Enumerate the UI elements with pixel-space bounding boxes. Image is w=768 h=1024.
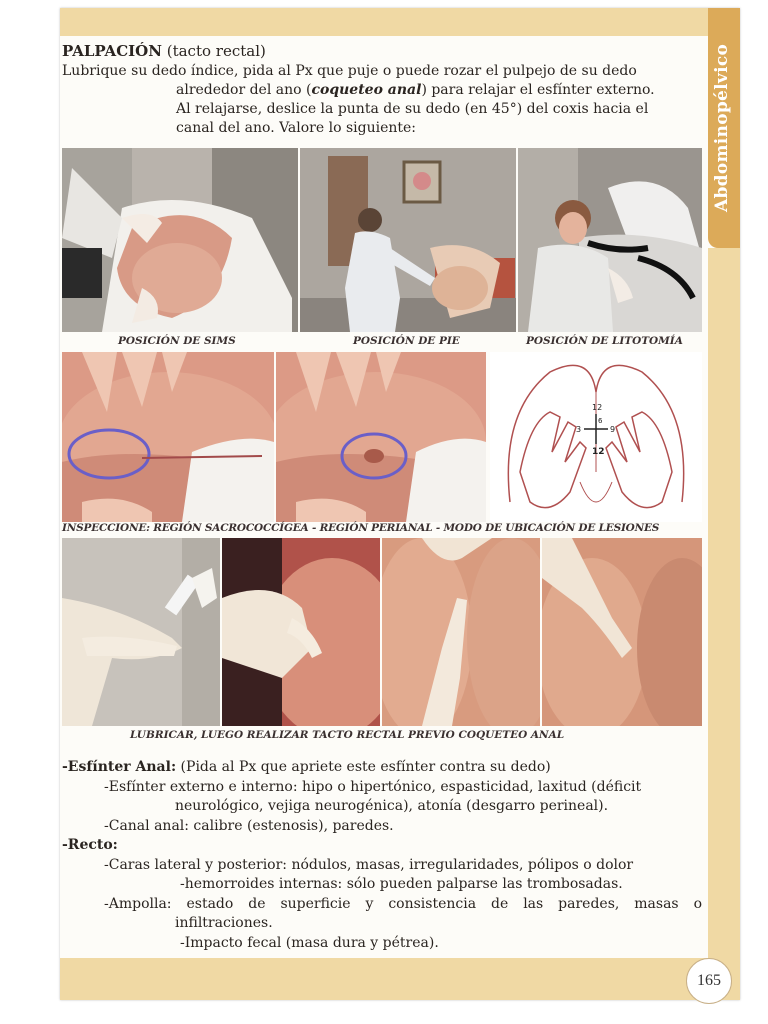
heading-title: PALPACIÓN [62, 42, 162, 60]
intro-line-3: Al relajarse, deslice la punta de su dedo (en 45°) del coxis hacia el [176, 101, 649, 117]
esfinter-line-2: neurológico, vejiga neurogénica), atonía (desgarro perineal). [175, 798, 609, 814]
clock-label-left: 3 [576, 425, 582, 434]
page-number: 165 [686, 958, 732, 1004]
esfinter-heading: -Esfínter Anal: (Pida al Px que apriete este esfínter contra su dedo) [62, 759, 551, 775]
photo-sacrococcygeal-region [62, 352, 274, 522]
recto-line-5: -Impacto fecal (masa dura y pétrea). [180, 934, 439, 951]
clock-label-center: 6 [598, 417, 603, 425]
heading-subtitle: (tacto rectal) [166, 42, 266, 60]
caption-sims: POSICIÓN DE SIMS [118, 335, 236, 347]
bottom-band [60, 958, 740, 1000]
side-tab-label: Abdominopélvico [712, 43, 732, 213]
esfinter-line-3: -Canal anal: calibre (estenosis), paredes. [104, 817, 394, 834]
photo-lubricate [62, 538, 220, 726]
photo-rectal-exam [542, 538, 702, 726]
clock-label-right: 9 [610, 425, 616, 434]
diagram-lesion-location [490, 352, 702, 522]
photo-perianal-region [276, 352, 486, 522]
clock-label-bottom: 12 [592, 447, 605, 457]
book-page [60, 8, 740, 1000]
clock-label-top: 12 [592, 403, 603, 412]
intro-line-4: canal del ano. Valore lo siguiente: [176, 120, 417, 136]
intro-line-1: Lubrique su dedo índice, pida al Px que puje o puede rozar el pulpejo de su dedo [62, 63, 637, 79]
intro-keyword: coqueteo anal [311, 82, 422, 98]
body-text [62, 758, 702, 953]
section-heading [62, 42, 266, 60]
caption-pie: POSICIÓN DE PIE [353, 335, 460, 347]
photo-lithotomy-position [518, 148, 702, 332]
caption-litotomia: POSICIÓN DE LITOTOMÍA [526, 335, 683, 347]
photo-standing-position [300, 148, 516, 332]
intro-paragraph [62, 62, 702, 138]
photo-anal-flirting [222, 538, 380, 726]
recto-line-3: -Ampolla: estado de superficie y consistencia de las paredes, masas o [104, 895, 702, 912]
recto-heading: -Recto: [62, 837, 118, 853]
intro-line-2: alrededor del ano (coqueteo anal) para relajar el esfínter externo. [176, 82, 655, 98]
caption-lubricar: LUBRICAR, LUEGO REALIZAR TACTO RECTAL PREVIO COQUETEO ANAL [130, 729, 565, 741]
recto-line-1: -Caras lateral y posterior: nódulos, masas, irregularidades, pólipos o dolor [104, 856, 634, 873]
caption-inspeccione: INSPECCIONE: REGIÓN SACROCOCCÍGEA - REGIÓN PERIANAL - MODO DE UBICACIÓN DE LESIONES [62, 522, 660, 534]
side-tab-strip [708, 248, 740, 958]
recto-line-2: -hemorroides internas: sólo pueden palparse las trombosadas. [180, 876, 623, 892]
esfinter-line-1: -Esfínter externo e interno: hipo o hipertónico, espasticidad, laxitud (déficit [104, 778, 642, 795]
photo-sims-position [62, 148, 298, 332]
photo-rectal-insertion [382, 538, 540, 726]
top-band [60, 8, 740, 36]
recto-line-4: infiltraciones. [175, 915, 273, 931]
